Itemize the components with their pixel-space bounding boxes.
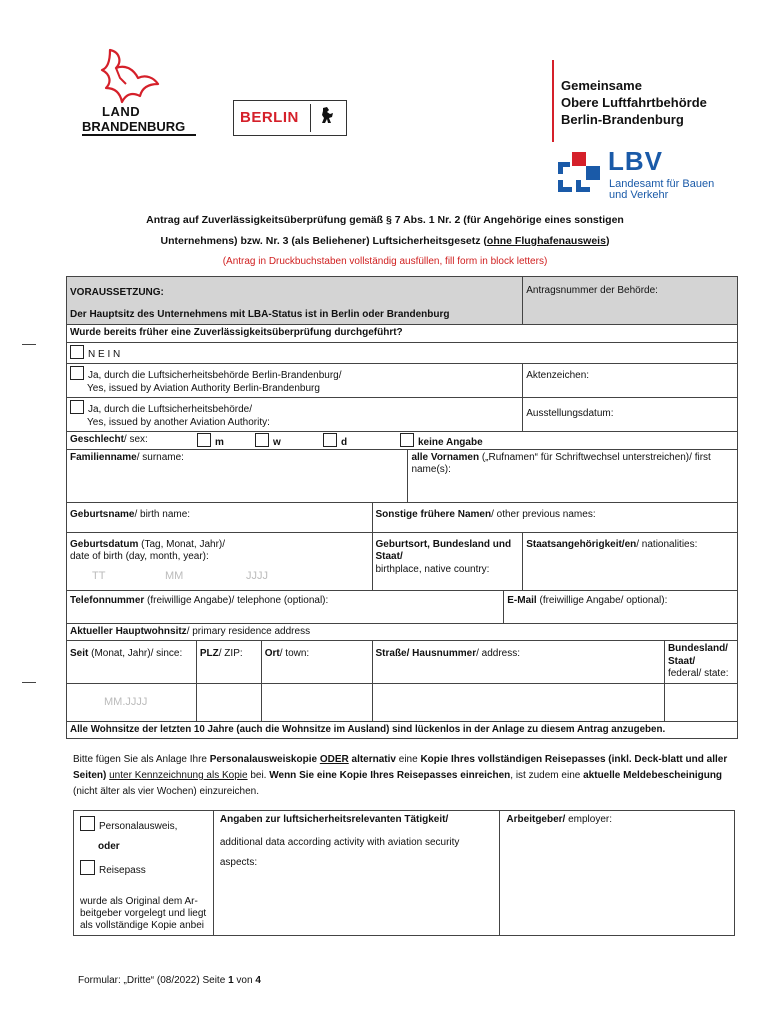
- gender-w-option[interactable]: [255, 433, 281, 450]
- gender-w-label: w: [273, 437, 281, 448]
- dob-label-bold: Geburtsdatum: [70, 538, 139, 550]
- dob-label: (Tag, Monat, Jahr)/: [138, 538, 226, 550]
- gender-m-option[interactable]: [197, 433, 224, 450]
- footer-text: Formular: „Dritte“ (08/2022) Seite: [78, 975, 229, 986]
- issue-date-label: Ausstellungsdatum:: [526, 408, 614, 419]
- ja-other-checkbox[interactable]: [70, 400, 84, 414]
- residences-10y-note: Alle Wohnsitze der letzten 10 Jahre (auch die Wohnsitze im Ausland) sind lückenlos in der Anlage zu diesem Antrag anzugeben.: [67, 721, 738, 738]
- title-line-2-text: Unternehmens) bzw. Nr. 3 (als Beliehener) Luftsicherheitsgesetz (: [160, 235, 487, 247]
- gender-d-option[interactable]: [323, 433, 347, 450]
- since-label: (Monat, Jahr)/ since:: [88, 648, 183, 659]
- pob-label-bold: Geburtsort, Bundesland und Staat/: [375, 538, 512, 562]
- application-number-label: Antragsnummer der Behörde:: [526, 285, 658, 296]
- application-form: [66, 276, 738, 739]
- logo-underline: [82, 134, 196, 136]
- prerequisite-heading: VORAUSSETZUNG:: [70, 287, 164, 298]
- phone-field[interactable]: [67, 590, 504, 623]
- town-input[interactable]: [261, 683, 372, 721]
- form-title-line-1: Antrag auf Zuverlässigkeitsüberprüfung gemäß § 7 Abs. 1 Nr. 2 (für Angehörige eines sonstigen: [146, 214, 624, 226]
- street-label: / address:: [476, 648, 521, 659]
- application-number-cell[interactable]: [523, 277, 738, 325]
- brandenburg-logo: [80, 48, 210, 138]
- berlin-logo: [233, 100, 347, 136]
- title-line-2-end: ): [605, 235, 610, 247]
- residence-label: / primary residence address: [186, 625, 311, 637]
- berlin-text: BERLIN: [240, 109, 299, 126]
- date-of-birth-field[interactable]: [67, 532, 373, 590]
- zip-input[interactable]: [196, 683, 261, 721]
- passport-checkbox[interactable]: [80, 860, 95, 875]
- gender-d-checkbox[interactable]: [323, 433, 337, 447]
- prerequisite-text: Der Hauptsitz des Unternehmens mit LBA-Status ist in Berlin oder Brandenburg: [70, 308, 450, 320]
- option-ja-other[interactable]: [67, 398, 523, 432]
- attach-text-2: Personalausweiskopie: [209, 754, 320, 765]
- dob-year-placeholder: JJJJ: [246, 569, 268, 582]
- phone-label: (freiwillige Angabe)/ telephone (optional):: [144, 594, 329, 606]
- attach-text-7: blatt und aller Seiten): [73, 754, 728, 781]
- activity-cell[interactable]: [213, 811, 500, 936]
- dob-label-2: date of birth (day, month, year):: [70, 551, 209, 562]
- gender-label: / sex:: [123, 434, 148, 445]
- margin-mark: [22, 682, 36, 683]
- or-label: oder: [98, 840, 120, 852]
- street-field-label: [372, 641, 664, 684]
- lbv-text: LBV: [608, 146, 663, 176]
- issue-date-cell[interactable]: [523, 398, 738, 432]
- employer-label: employer:: [565, 814, 613, 825]
- state-field-label: [664, 641, 737, 684]
- surname-label: / surname:: [136, 451, 184, 463]
- street-label-bold: Straße/ Hausnummer: [375, 648, 477, 659]
- attachment-instructions: [73, 752, 733, 800]
- passport-option[interactable]: [80, 860, 207, 878]
- attach-text-13: aktuelle Meldebescheinigung: [583, 770, 723, 781]
- lbv-logo: [556, 146, 736, 201]
- gender-row: [67, 432, 738, 450]
- nationality-label: / nationalities:: [636, 538, 698, 550]
- option-nein[interactable]: [67, 342, 738, 364]
- nationality-field[interactable]: [523, 532, 738, 590]
- attach-text-14: (nicht älter als vier Wochen) einzureichen.: [73, 786, 260, 797]
- gender-w-checkbox[interactable]: [255, 433, 269, 447]
- file-number-cell[interactable]: [523, 364, 738, 398]
- form-title-line-2: [0, 235, 770, 247]
- email-field[interactable]: [504, 590, 738, 623]
- since-label-bold: Seit: [70, 648, 89, 659]
- employer-cell[interactable]: [500, 811, 735, 936]
- lbv-sub-2: und Verkehr: [609, 189, 669, 201]
- attach-text-10: bei.: [247, 770, 270, 781]
- birth-name-label-bold: Geburtsname: [70, 508, 135, 520]
- gender-d-label: d: [341, 437, 348, 448]
- activity-label-bold: Angaben zur luftsicherheitsrelevanten Tätigkeit/: [219, 814, 449, 825]
- nein-checkbox[interactable]: [70, 345, 84, 359]
- lbv-sub-1: Landesamt für Bauen: [609, 178, 715, 190]
- attach-text-4: alternativ: [348, 754, 396, 765]
- nationality-label-bold: Staatsangehörigkeit/en: [526, 538, 637, 550]
- id-document-table: [73, 810, 735, 936]
- footer-total-pages: 4: [255, 975, 261, 986]
- surname-label-bold: Familienname: [70, 451, 137, 463]
- ja-other-label-2: Yes, issued by another Aviation Authority:: [87, 416, 270, 428]
- dob-day-placeholder: TT: [92, 569, 106, 582]
- lbv-mark-icon: [556, 150, 602, 196]
- eagle-icon: [92, 48, 162, 106]
- gender-m-label: m: [215, 437, 224, 448]
- attach-text-9: unter Kennzeichnung als Kopie: [109, 770, 248, 781]
- ja-berlin-checkbox[interactable]: [70, 366, 84, 380]
- footer-page-number: 1: [228, 975, 234, 986]
- gender-none-checkbox[interactable]: [400, 433, 414, 447]
- presented-note: wurde als Original dem Ar- beitgeber vorgelegt und liegt als vollständige Kopie anbei: [80, 895, 207, 931]
- authority-line-2: Obere Luftfahrtbehörde: [561, 95, 707, 110]
- place-of-birth-field[interactable]: [372, 532, 523, 590]
- previous-names-field[interactable]: [372, 502, 738, 532]
- ja-other-label-1: Ja, durch die Luftsicherheitsbehörde/: [88, 404, 252, 415]
- id-card-option[interactable]: [80, 816, 207, 834]
- authority-line-3: Berlin-Brandenburg: [561, 112, 684, 127]
- ja-berlin-label-1: Ja, durch die Luftsicherheitsbehörde Berlin-Brandenburg/: [88, 370, 342, 381]
- email-label: (freiwillige Angabe/ optional):: [536, 594, 668, 606]
- birth-name-label: / birth name:: [134, 508, 191, 520]
- street-input[interactable]: [372, 683, 664, 721]
- first-names-label-bold: alle Vornamen: [411, 451, 480, 463]
- activity-label: additional data according activity with aviation security aspects:: [219, 836, 460, 868]
- attach-text-12: , ist zudem eine: [510, 770, 581, 781]
- footer-of: von: [233, 975, 256, 986]
- since-input[interactable]: [67, 683, 197, 721]
- gender-label-bold: Geschlecht: [70, 434, 124, 445]
- since-field-label: [67, 641, 197, 684]
- zip-label-bold: PLZ: [199, 648, 219, 659]
- employer-label-bold: Arbeitgeber/: [506, 814, 566, 825]
- bear-icon: [317, 105, 339, 131]
- surname-field[interactable]: [67, 449, 408, 502]
- phone-label-bold: Telefonnummer: [70, 594, 145, 606]
- file-number-label: Aktenzeichen:: [526, 370, 590, 381]
- gender-none-label: keine Angabe: [418, 437, 483, 448]
- zip-label: / ZIP:: [218, 648, 243, 659]
- state-label: federal/ state:: [667, 668, 729, 679]
- brandenburg-text-2: BRANDENBURG: [82, 119, 186, 134]
- residence-heading: [67, 623, 738, 641]
- residence-label-bold: Aktueller Hauptwohnsitz: [70, 625, 187, 637]
- id-document-cell: [74, 811, 214, 936]
- previous-check-question: Wurde bereits früher eine Zuverlässigkeitsüberprüfung durchgeführt?: [67, 325, 738, 343]
- brandenburg-text-1: LAND: [102, 104, 141, 119]
- dob-month-placeholder: MM: [165, 569, 184, 582]
- birth-name-field[interactable]: [67, 502, 373, 532]
- nein-label: N E I N: [88, 348, 121, 360]
- email-label-bold: E-Mail: [507, 594, 537, 606]
- page-footer: [78, 975, 261, 986]
- zip-field-label: [196, 641, 261, 684]
- title-line-2-underlined: ohne Flughafenausweis: [486, 235, 606, 247]
- option-ja-berlin[interactable]: [67, 364, 523, 398]
- attach-text-oder: ODER: [319, 754, 349, 765]
- state-input[interactable]: [664, 683, 737, 721]
- pob-label-2: birthplace, native country:: [375, 563, 490, 575]
- id-card-label: Personalausweis,: [99, 821, 178, 832]
- state-label-bold: Bundesland/ Staat/: [667, 643, 728, 667]
- gender-none-option[interactable]: [400, 433, 483, 450]
- previous-names-label-bold: Sonstige frühere Namen: [375, 508, 492, 520]
- town-label: / town:: [279, 648, 310, 659]
- id-card-checkbox[interactable]: [80, 816, 95, 831]
- previous-names-label: / other previous names:: [491, 508, 596, 520]
- first-names-field[interactable]: [408, 449, 738, 502]
- authority-line-1: Gemeinsame: [561, 78, 642, 93]
- block-letters-note: (Antrag in Druckbuchstaben vollständig ausfüllen, fill form in block letters): [222, 256, 548, 267]
- attach-text-6: Kopie Ihres vollständigen Reisepasses (inkl. Deck-: [420, 754, 662, 765]
- ja-berlin-label-2: Yes, issued by Aviation Authority Berlin-Brandenburg: [87, 382, 320, 394]
- since-placeholder: MM.JJJJ: [104, 695, 148, 708]
- margin-mark: [22, 344, 36, 345]
- town-label-bold: Ort: [264, 648, 280, 659]
- gender-m-checkbox[interactable]: [197, 433, 211, 447]
- attach-text-1: Bitte fügen Sie als Anlage Ihre: [73, 754, 210, 765]
- attach-text-11: Wenn Sie eine Kopie Ihres Reisepasses einreichen: [269, 770, 511, 781]
- passport-label: Reisepass: [99, 865, 146, 876]
- first-names-label: („Rufnamen“ für Schriftwechsel unterstreichen)/ first name(s):: [411, 451, 711, 475]
- town-field-label: [261, 641, 372, 684]
- attach-text-5: eine: [395, 754, 421, 765]
- authority-divider: [552, 60, 554, 142]
- prerequisite-cell: [67, 277, 523, 325]
